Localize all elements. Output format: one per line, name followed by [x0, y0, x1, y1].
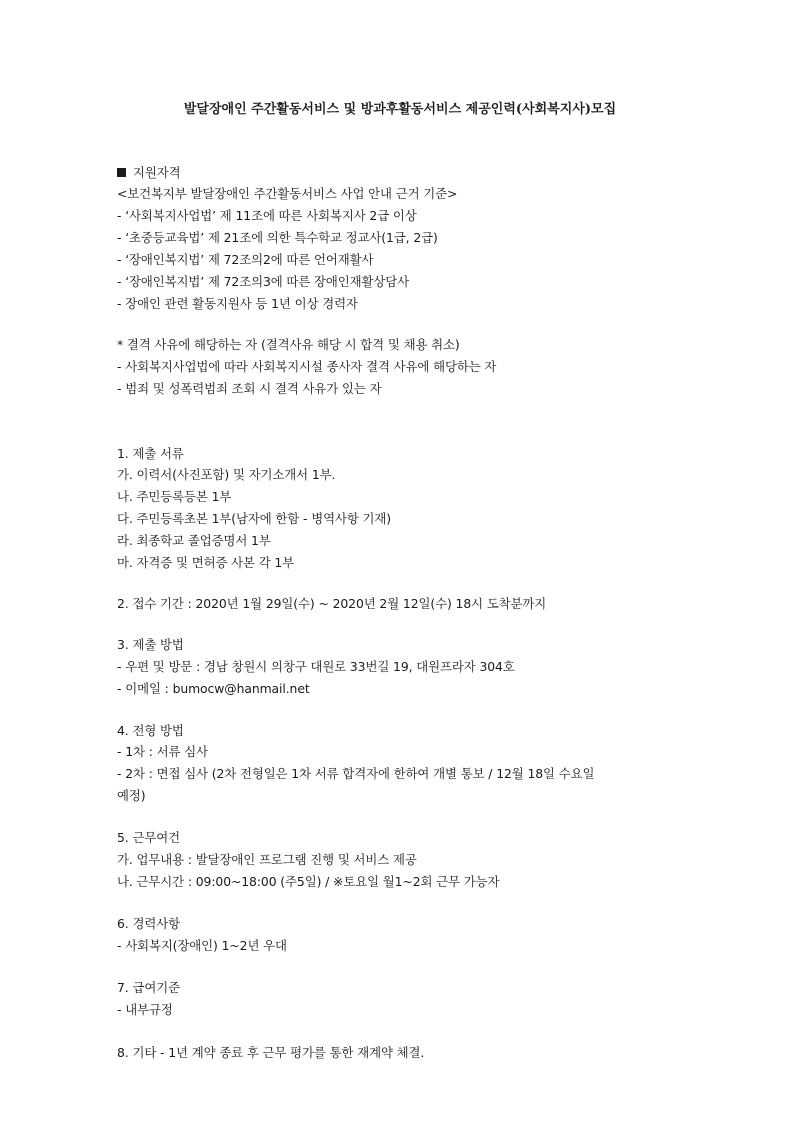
qualification-line: - ‘초중등교육법’ 제 21조에 의한 특수학교 정교사(1급, 2급) — [117, 230, 438, 245]
section-line: 가. 업무내용 : 발달장애인 프로그램 진행 및 서비스 제공 — [117, 852, 417, 867]
section-line: 라. 최종학교 졸업증명서 1부 — [117, 533, 271, 548]
section-line: 예정) — [117, 788, 146, 803]
square-bullet-icon — [117, 168, 126, 177]
section-line: - 우편 및 방문 : 경남 창원시 의창구 대원로 33번길 19, 대원프라자 304호 — [117, 659, 515, 674]
page-title: 발달장애인 주간활동서비스 및 방과후활동서비스 제공인력(사회복지사)모집 — [183, 102, 617, 117]
qualifications-heading: 지원자격 — [117, 162, 180, 184]
section-line: - 사회복지(장애인) 1~2년 우대 — [117, 938, 287, 953]
section-line: 나. 근무시간 : 09:00~18:00 (주5일) / ※토요일 월1~2회 근무 가능자 — [117, 874, 500, 889]
section-line: - 1차 : 서류 심사 — [117, 744, 208, 759]
qualification-line: - 장애인 관련 활동지원사 등 1년 이상 경력자 — [117, 296, 358, 311]
section-heading-submission-method: 3. 제출 방법 — [117, 637, 184, 652]
section-line: 가. 이력서(사진포함) 및 자기소개서 1부. — [117, 467, 336, 482]
qualification-line: - ‘장애인복지법’ 제 72조의3에 따른 장애인재활상담사 — [117, 274, 409, 289]
section-heading-other: 8. 기타 - 1년 계약 종료 후 근무 평가를 통한 재계약 체결. — [117, 1045, 425, 1060]
disqualification-line: - 범죄 및 성폭력범죄 조회 시 결격 사유가 있는 자 — [117, 381, 382, 396]
disqualification-note: * 결격 사유에 해당하는 자 (결격사유 해당 시 합격 및 채용 취소) — [117, 337, 460, 352]
section-line: 나. 주민등록등본 1부 — [117, 489, 232, 504]
qualification-line: - ‘사회복지사업법’ 제 11조에 따른 사회복지사 2급 이상 — [117, 208, 417, 223]
section-line: - 2차 : 면접 심사 (2차 전형일은 1차 서류 합격자에 한하여 개별 통보 / 12월 18일 수요일 — [117, 766, 595, 781]
section-heading-experience: 6. 경력사항 — [117, 916, 180, 931]
qualification-line: - ‘장애인복지법’ 제 72조의2에 따른 언어재활사 — [117, 252, 374, 267]
disqualification-line: - 사회복지사업법에 따라 사회복지시설 종사자 결격 사유에 해당하는 자 — [117, 359, 497, 374]
section-heading-application-period: 2. 접수 기간 : 2020년 1월 29일(수) ~ 2020년 2월 12일(수) 18시 도착분까지 — [117, 596, 547, 611]
section-line: - 내부규정 — [117, 1002, 173, 1017]
section-heading-working-conditions: 5. 근무여건 — [117, 830, 180, 845]
section-line: 마. 자격증 및 면허증 사본 각 1부 — [117, 555, 295, 570]
section-heading-selection: 4. 전형 방법 — [117, 723, 184, 738]
qualification-line: <보건복지부 발달장애인 주간활동서비스 사업 안내 근거 기준> — [117, 186, 458, 201]
section-heading-documents: 1. 제출 서류 — [117, 446, 184, 461]
section-heading-salary: 7. 급여기준 — [117, 980, 180, 995]
section-line: 다. 주민등록초본 1부(남자에 한함 - 병역사항 기재) — [117, 511, 392, 526]
section-line: - 이메일 : bumocw@hanmail.net — [117, 681, 310, 696]
